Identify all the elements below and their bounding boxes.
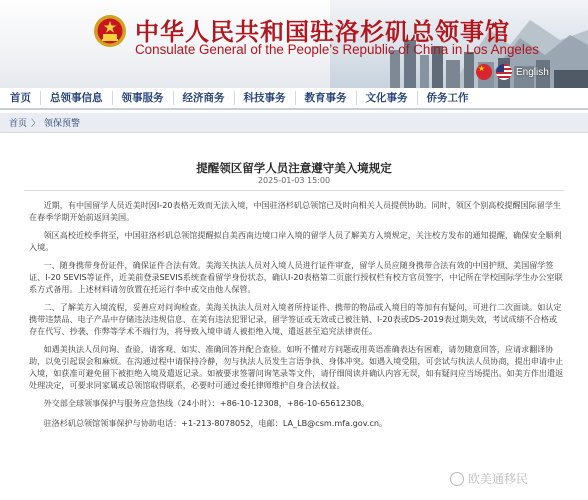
site-title-chinese: 中华人民共和国驻洛杉矶总领事馆 xyxy=(135,18,510,46)
nav-item-education[interactable]: 教育事务 xyxy=(296,91,357,105)
nav-item-science-tech[interactable]: 科技事务 xyxy=(235,91,296,105)
language-switch[interactable] xyxy=(476,64,549,80)
english-link[interactable]: English xyxy=(516,66,549,78)
watermark-text: 欧美通移民 xyxy=(468,472,529,486)
consulate-contact-info: 驻洛杉矶总领馆领事保护与协助电话：+1-213-8078052，电邮：LA_LB@csm.mfa.gov.cn。 xyxy=(43,418,388,428)
nav-item-economy-commerce[interactable]: 经济商务 xyxy=(174,91,235,105)
site-title-english: Consulate General of the People’s Republic of China in Los Angeles xyxy=(135,42,539,57)
national-emblem-icon xyxy=(93,14,127,48)
nav-item-consular-services[interactable]: 领事服务 xyxy=(113,91,174,105)
article-paragraph: 二、了解美方入境流程，妥善应对问询检查。美海关执法人员对入境者所持证件、携带的物品或入境目的等加有有疑问，可进行二次面谈。如认定携带违禁品、电子产品中存储违法违规信息、在美有违法犯罪记录，留学签证或无效或已被注销、I-20表或DS-2019表过期失效，考试成绩不合格或存在代写、抄袭、作弊等学术不端行为，将导致入境申请人被拒绝入境、遣返甚至追究法律责任。 xyxy=(29,302,562,336)
article-paragraph: 一、随身携带身份证件，确保证件合法有效。美海关执法人员对入境人员进行证件审查，留学人员应随身携带合法有效的中国护照、美国留学签证、I-20 SEVIS等证件，近美前登录SEVIS系统查看留学身份状态，确认I-20表格第二页旅行授权栏有校方官员签字，中记所在学校国际学生办公室联系方式备用。上述材料请勿放置在托运行李中或交由他人保管。 xyxy=(29,260,563,294)
hotline-info: 外交部全球领事保护与服务应急热线（24小时）：+86-10-12308，+86-10-65612308。 xyxy=(43,398,370,408)
title-divider xyxy=(24,190,564,191)
nav-item-overseas-chinese[interactable]: 侨务工作 xyxy=(426,92,469,104)
article-paragraph: 领区高校近校季将至，中国驻洛杉矶总领馆提醒拟自美西南边境口岸入境的留学人员了解美方入境规定，关注校方发布的通知提醒，确保安全顺利入境。 xyxy=(29,230,562,252)
main-nav xyxy=(0,88,588,110)
article-paragraph: 近期，有中国留学人员近美时因I-20表格无效而无法入境，中国驻洛杉矶总领馆已及时向相关人员提供协助。同时，领区个别高校提醒国际留学生在春季学期开始前返回美国。 xyxy=(29,200,562,222)
nav-item-home[interactable]: 首页 xyxy=(0,91,41,105)
breadcrumb xyxy=(0,113,588,133)
article xyxy=(0,133,588,500)
nav-item-consul-general[interactable]: 总领事信息 xyxy=(41,91,113,105)
breadcrumb-separator: 〉 xyxy=(31,119,41,129)
breadcrumb-current-link[interactable]: 领保预警 xyxy=(44,119,81,129)
watermark xyxy=(450,470,528,487)
article-title: 提醒领区留学人员注意遵守美入境规定 xyxy=(196,161,392,175)
watermark-logo-icon xyxy=(450,472,464,486)
site-header xyxy=(0,0,588,88)
nav-item-culture[interactable]: 文化事务 xyxy=(357,91,418,105)
breadcrumb-home-link[interactable]: 首页 xyxy=(9,119,28,129)
article-date: 2025-01-03 15:00 xyxy=(257,176,331,185)
article-paragraph: 如遇美执法人员问询、查验，请客观、如实、准确回答并配合查验。如听不懂对方问题或用英语准确表达有困难，请勿随意回答，应请求翻译协助，以免引起误会和麻烦。在沟通过程中请保持冷静，勿与执法人员发生言语争执、身体冲突。如遇入境受阻，可尝试与执法人员协商，提出申请中止入境，如获准可避免留下被拒绝入境及遣返记录。如被要求签署问询笔录等文件，请仔细阅读并确认内容无误，如有疑问应当场提出。如美方作出遣返处理决定，可要求同家属或总领馆取得联系，必要时可通过委托律师维护自身合法权益。 xyxy=(29,344,564,390)
us-flag-icon[interactable] xyxy=(496,64,512,80)
china-flag-icon[interactable] xyxy=(476,64,492,80)
article-body xyxy=(29,199,565,437)
